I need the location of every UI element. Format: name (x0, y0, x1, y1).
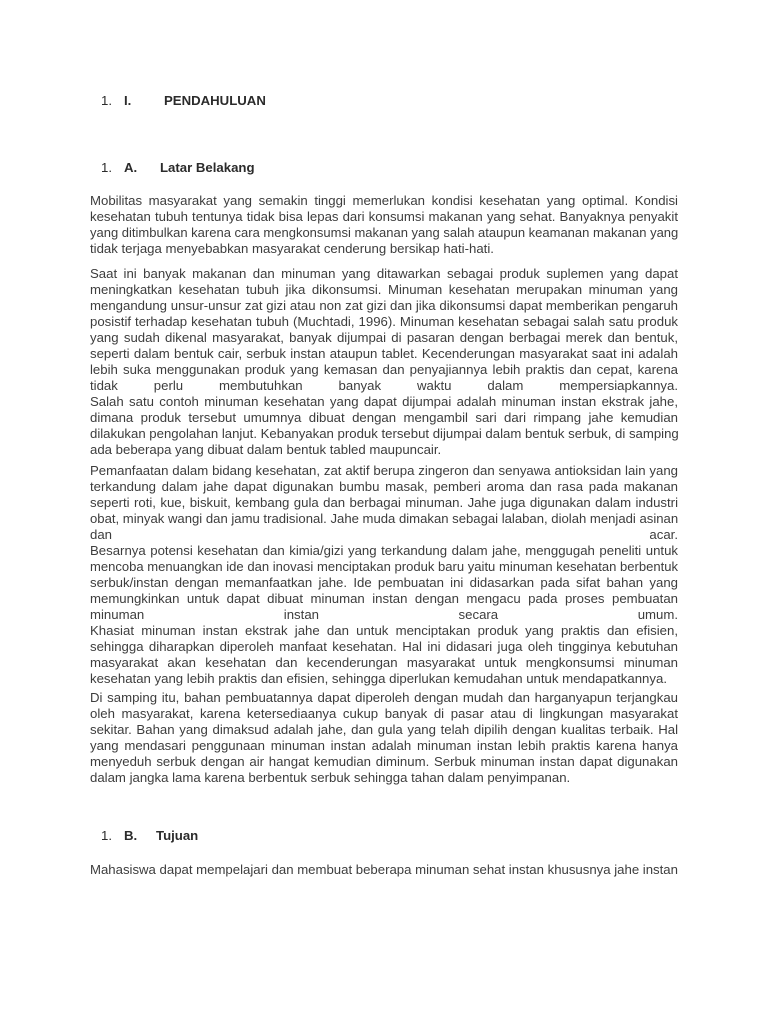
text-line: mengandung unsur-unsur zat gizi atau non zat gizi dan jika dikonsumsi dapat memberikan pengaruh (90, 298, 678, 313)
heading-number: 1. (101, 160, 112, 175)
text-line: tidak perlu membutuhkan banyak waktu dalam mempersiapkannya. (90, 378, 678, 393)
paragraph-4 (90, 690, 678, 786)
text-line: memungkinkan untuk dapat dibuat minuman instan dengan mengacu pada proses pembuatan (90, 591, 678, 606)
text-line: Besarnya potensi kesehatan dan kimia/gizi yang terkandung dalam jahe, menggugah peneliti untuk (90, 543, 678, 558)
text-line: serbuk/instan dengan memanfaatkan jahe. Ide pembuatan ini didasarkan pada sifat bahan yang (90, 575, 678, 590)
heading-title: Latar Belakang (160, 160, 255, 175)
text-line: tidak terjaga menyebabkan masyarakat cenderung bersikap hati-hati. (90, 241, 494, 256)
text-line: dalam jangka lama karena berbentuk serbuk sehingga tahan dalam penyimpanan. (90, 770, 571, 785)
heading-letter: I. (124, 93, 132, 108)
text-line: kesehatan yang lebih praktis dan efisien, sehingga diperlukan kemudahan untuk mendapatkannya. (90, 671, 667, 686)
text-line: seperti dalam bentuk cair, serbuk instan ataupun tablet. Kecenderungan masyarakat saat ini adalah (90, 346, 678, 361)
text-line: oleh masyarakat, karena ketersediaanya cukup banyak di pasar atau di lingkungan masyarakat (90, 706, 678, 721)
text-line: yang sudah dikenal masyarakat, banyak dijumpai di pasaran dengan berbagai merek dan bentuk, (90, 330, 678, 345)
text-line: kesehatan tubuh tentunya tidak bisa lepas dari konsumsi makanan yang sehat. Banyaknya penyakit (90, 209, 678, 224)
text-line: posistif terhadap kesehatan tubuh (Muchtadi, 1996). Minuman kesehatan sebagai salah satu produk (90, 314, 678, 329)
text-line: ada beberapa yang dibuat dalam bentuk tabled maupuncair. (90, 442, 442, 457)
text-line: sekitar. Bahan yang dimaksud adalah jahe, dan gula yang telah dipilih dengan kualitas terbaik. Hal (90, 722, 678, 737)
text-line: Salah satu contoh minuman kesehatan yang dapat dijumpai adalah minuman instan ekstrak jahe, (90, 394, 678, 409)
paragraph-3 (90, 463, 678, 687)
heading-number: 1. (101, 93, 112, 108)
text-line: yang ditimbulkan karena cara mengkonsumsi makanan yang salah ataupun keamanan makanan yang (90, 225, 679, 240)
heading-title: PENDAHULUAN (164, 93, 266, 108)
text-line: minuman instan secara umum. (90, 607, 678, 622)
text-line: Khasiat minuman instan ekstrak jahe dan untuk menciptakan produk yang praktis dan efisien, (90, 623, 678, 638)
text-line: Mobilitas masyarakat yang semakin tinggi memerlukan kondisi kesehatan yang optimal. Kondisi (90, 193, 678, 208)
paragraph-5 (90, 862, 678, 878)
text-line: Mahasiswa dapat mempelajari dan membuat beberapa minuman sehat instan khususnya jahe instan (90, 862, 678, 877)
text-line: dilakukan pengolahan lanjut. Kebanyakan produk tersebut dijumpai dalam bentuk serbuk, di samping (90, 426, 679, 441)
heading-letter: A. (124, 160, 138, 175)
paragraph-2 (90, 266, 678, 458)
text-line: mencoba menuangkan ide dan inovasi menciptakan produk baru yaitu minuman kesehatan berbentuk (90, 559, 678, 574)
text-line: Di samping itu, bahan pembuatannya dapat diperoleh dengan mudah dan harganyapun terjangkau (90, 690, 678, 705)
text-line: dimana produk tersebut umumnya dibuat dengan mengambil sari dari rimpang jahe kemudian (90, 410, 678, 425)
text-line: menyeduh serbuk dengan air hangat kemudian diminum. Serbuk minuman instan dapat digunakan (90, 754, 678, 769)
text-line: Saat ini banyak makanan dan minuman yang ditawarkan sebagai produk suplemen yang dapat (90, 266, 678, 281)
text-line: dan acar. (90, 527, 678, 542)
text-line: yang mendasari penggunaan minuman instan adalah minuman instan lebih praktis karena hanya (90, 738, 678, 753)
text-line: sehingga diharapkan diperoleh manfaat kesehatan. Hal ini didasari juga oleh tingginya kebutuhan (90, 639, 678, 654)
text-line: masyarakat akan kesehatan dan kecenderungan masyarakat untuk mengkonsumsi minuman (90, 655, 678, 670)
text-line: obat, minyak wangi dan jamu tradisional. Jahe muda dimakan sebagai lalaban, diolah menjadi asinan (90, 511, 679, 526)
text-line: terkandung dalam jahe dapat digunakan bumbu masak, pemberi aroma dan rasa pada makanan (90, 479, 678, 494)
text-line: meningkatkan kesehatan tubuh jika dikonsumsi. Minuman kesehatan merupakan minuman yang (90, 282, 678, 297)
heading-letter: B. (124, 828, 138, 843)
text-line: Pemanfaatan dalam bidang kesehatan, zat aktif berupa zingeron dan senyawa antioksidan lain yang (90, 463, 678, 478)
paragraph-1 (90, 193, 678, 257)
text-line: lebih suka menggunakan produk yang kemasan dan penyajiannya lebih praktis dan cepat, karena (90, 362, 678, 377)
heading-title: Tujuan (156, 828, 199, 843)
text-line: seperti roti, kue, biskuit, kembang gula dan berbagai minuman. Jahe juga digunakan dalam industri (90, 495, 678, 510)
heading-number: 1. (101, 828, 112, 843)
